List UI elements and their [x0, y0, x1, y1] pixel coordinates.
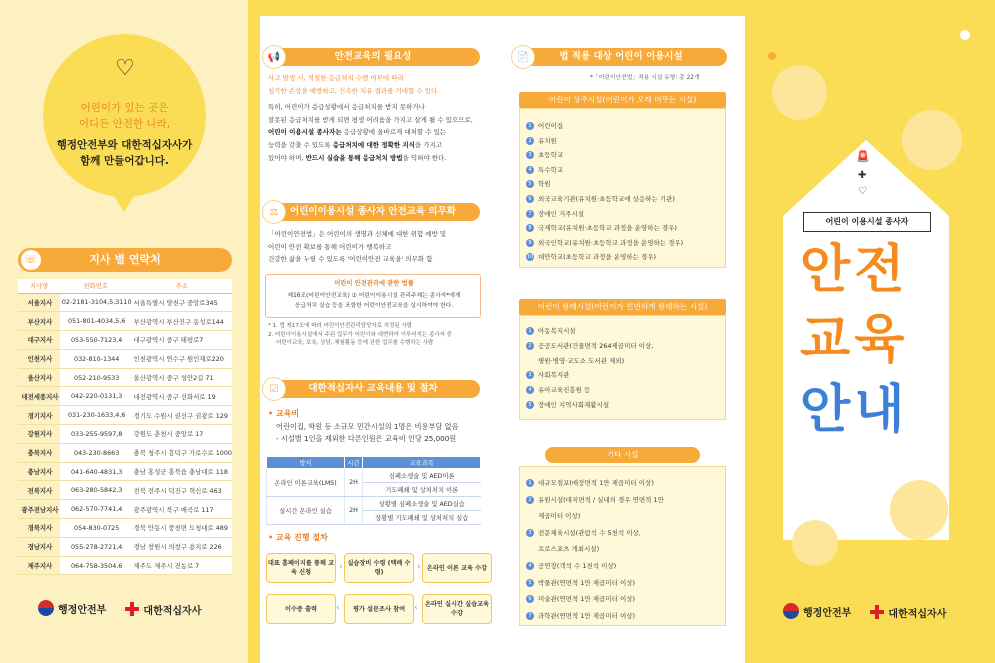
table-row	[18, 387, 232, 406]
number-badge: 4	[526, 386, 534, 394]
branch-address: 울산광역시 중구 성안2길 71	[132, 368, 232, 387]
list-item: 7 과학관(연면적 1만 제곱미터 이상)	[526, 611, 635, 620]
branch-name: 제주지사	[18, 556, 60, 575]
branch-phone: 051-801-4034,5,6	[60, 312, 132, 331]
list-item: 프로스포츠 개최시설)	[538, 545, 600, 554]
number-badge: 4	[526, 166, 534, 174]
flow-step: 대표 홈페이지를 통해 교육 신청	[266, 553, 336, 583]
branch-phone: 052-210-9533	[60, 368, 132, 387]
branch-address: 대전광역시 중구 선화서로 19	[132, 387, 232, 406]
law-box: 어린이 안전관리에 관한 법률 제16조(어린이안전교육) ① 어린이이용시설 관리주체는 종사자*에게 응급처치 실습 등을 포함한 어린이안전교육을 실시하여야 한다.	[265, 274, 481, 318]
section-target-title: 📄 법 적용 대상 어린이 이용시설	[515, 48, 727, 66]
branch-address: 제주도 제주시 전농로 7	[132, 556, 232, 575]
table-row	[18, 462, 232, 481]
branch-name: 충남지사	[18, 462, 60, 481]
child-illustration	[772, 65, 827, 120]
branch-phone: 064-758-3504,6	[60, 556, 132, 575]
branch-address: 경남 창원시 의창구 용지로 226	[132, 537, 232, 556]
branch-phone: 054-830-0725	[60, 519, 132, 538]
flow-step: 온라인 실시간 실습교육 수강	[422, 594, 492, 624]
number-badge: 10	[526, 254, 534, 261]
branch-address: 광주광역시 북구 매곡로 117	[132, 500, 232, 519]
branch-name: 경북지사	[18, 519, 60, 538]
branch-name: 광주전남지사	[18, 500, 60, 519]
section-proc-title: ☑ 대한적십자사 교육내용 및 절차	[266, 380, 480, 398]
branch-name: 대구지사	[18, 331, 60, 350]
flow-step: 온라인 이론 교육 수강	[422, 553, 492, 583]
s3-title: 기타 시설	[545, 447, 700, 463]
number-badge: 2	[526, 137, 534, 145]
list-item: 6 외국교육기관(유치원·초등학교에 상응하는 기관)	[526, 194, 675, 203]
scale-icon: ⚖	[262, 200, 286, 224]
number-badge: 5	[526, 579, 534, 587]
branch-phone: 02-2181-3104,5,3110	[60, 293, 132, 312]
branch-name: 경기지사	[18, 406, 60, 425]
branch-name: 울산지사	[18, 368, 60, 387]
s2-title: 어린이 왕래시설(어린이가 빈번하게 왕래하는 시설)	[519, 299, 726, 315]
slogan-line: 어린이가 있는 곳은	[80, 102, 169, 114]
flow-step: 이수증 출력	[266, 594, 336, 624]
branch-address: 서울특별시 양천구 중앙로345	[132, 293, 232, 312]
number-badge: 3	[526, 151, 534, 159]
table-row	[18, 312, 232, 331]
table-row	[18, 368, 232, 387]
duty-text: 「어린이안전법」은 어린이의 생명과 신체에 대한 위험 예방 및 어린이 안전 확보를 통해 어린이가 행복하고 건강한 삶을 누릴 수 있도록 '어린이안전 교육을' 의무화 함	[268, 230, 447, 264]
table-row: 온라인 이론교육(LMS) 2H 심폐소생술 및 AED이론	[267, 469, 481, 483]
list-item: 3 사회복지관	[526, 370, 569, 379]
number-badge: 8	[526, 224, 534, 232]
section-need-title: 📢 안전교육의 필요성	[266, 48, 480, 66]
branch-address: 대구광역시 중구 태평로7	[132, 331, 232, 350]
table-row	[18, 537, 232, 556]
contact-title: ☏ 지사 별 연락처	[18, 248, 232, 272]
siren-icon: 🚨	[856, 150, 870, 163]
red-cross-icon	[870, 605, 884, 619]
branch-name: 충북지사	[18, 443, 60, 462]
list-item: 8 국제학교(유치원·초등학교 과정을 운영하는 경우)	[526, 223, 677, 232]
list-item: 9 외국인학교(유치원·초등학교 과정을 운영하는 경우)	[526, 238, 683, 247]
number-badge: 7	[526, 210, 534, 218]
table-row: 상황별 기도폐쇄 및 상처처치 실습	[267, 511, 481, 525]
branch-address: 인천광역시 연수구 원인재로220	[132, 349, 232, 368]
cover-subtitle: 어린이 이용시설 종사자	[803, 212, 931, 232]
number-badge: 3	[526, 371, 534, 379]
mois-logo: 행정안전부	[38, 600, 106, 616]
bubble-tail	[110, 190, 138, 212]
heart-hands-icon: ♡	[115, 56, 135, 81]
brochure: ♡ 어린이가 있는 곳은 어디든 안전한 나라, 행정안전부와 대한적십자사가 함께 만들어갑니다. ☏ 지사 별 연락처 지사명 전화번호 주소 서울지사 02-2181-3104,5,3110 서울특별시 양천구 중앙로345 부산지사 051-801-4034,5,6 부산광역시 부산진구 동성로144 대구지사 053-550-7123,4 대구광역시 중구 태평로7 인천지사 032-810-1344 인천광역시 연수구 원인재로220 울산지사 052-210-9533 울산광역시 중구 성안2길 71 대전세종지사 042-220-0131,3 대전광역시 중구 선화서로 19 경기지사 031-230-1633,4,6 경기도 수원시 권선구 권광로 129 강원지사 033-255-9597,8 강원도 춘천시 중앙로 17 충북지사 043-230-8663 충북 청주시 흥덕구 가로수로 1000 충남지사 041-640-4831,3 충남 홍성군 홍북읍 충남대로 118 전북지사 063-280-5842,3 전북 전주시 덕진구 혁신로 463 광주전남지사 062-570-7741,4 광주광역시 북구 매곡로 117 경북지사 054-830-0725 경북 안동시 풍천면 도청대로 489 경남지사 055-278-2721,4 경남 창원시 의창구 용지로 226 제주지사 064-758-3504,6 제주도 제주시 전농로 7 행정안전부 대한적십자사 📢 안전교육의 필요성 사고 발생 시, 적절한 응급처치 수행 여부에 따라 심각한 손상을 예방하고, 신속한 치유 결과를 기대할 수 있다. 특히, 어린이가 응급상황에서 응급처치를 받지 못하거나 잘못된 응급처치를 받게 되면 평생 어려움을 가지고 살게 될 수 있으므로, 어린이 이용시설 종사자는 응급상황에 올바르게 대처할 수 있는 능력을 갖출 수 있도록 응급처치에 대한 정확한 지식을 가지고 있어야 하며, 반드시 실습을 통해 응급처치 방법을 익혀야 한다. ⚖ 어린이이용시설 종사자 안전교육 의무화 「어린이안전법」은 어린이의 생명과 신체에 대한 위험 예방 및 어린이 안전 확보를 통해 어린이가 행복하고 건강한 삶을 누릴 수 있도록 '어린이안전 교육을' 의무화 함 어린이 안전관리에 관한 법률 제16조(어린이안전교육) ① 어린이이용시설 관리주체는 종사자*에게 응급처치 실습 등을 포함한 어린이안전교육을 실시하여야 한다. * 1. 법 제17조에 따라 어린이안전관리담당자로 지정된 사람 2. 어린이이용시설에서 주된 업무가 어린이와 대면하여 이루어지는 종사자 중 어린이교육, 보육, 상담, 체험활동 등에 관한 업무를 수행하는 사람 ☑ 대한적십자사 교육내용 및 절차 • 교육비 어린이집, 학원 등 소규모 민간시설의 1명은 비용부담 없음 - 시설별 1인을 제외한 다른인원은 교육비 인당 25,000원 방식 시간 교육과목 온라인 이론교육(LMS) 2H 심폐소생술 및 AED이론 기도폐쇄 및 상처처치 이론 실시간 온라인 실습 2H 상황별 심폐소생술 및 AED실습 상황별 기도폐쇄 및 상처처치 실습 • 교육 진행 절차 대표 홈페이지를 통해 교육 신청 › 실습장비 수령 (택배 수령) › 온라인 이론 교육 수강 온라인 실시간 실습교육 수강 ‹ 평가 설문조사 참여 ‹ 이수증 출력 📄 법 적용 대상 어린이 이용시설 *「어린이안전법」적용 시설 유형: 총 22개 어린이 상주시설(어린이가 오래 머무는 시설) 1 어린이집 2 유치원 3 초등학교 4 특수학교 5 학원 6 외국교육기관(유치원·초등학교에 상응하는 기관) 7 장애인 거주시설 8 국제학교(유치원·초등학교 과정을 운영하는 경우) 9 외국인학교(유치원·초등학교 과정을 운영하는 경우) 10 대안학교(초등학교 과정을 운영하는 경우) 어린이 왕래시설(어린이가 빈번하게 왕래하는 시설) 1 아동복지시설 2 공공도서관(건물면적 264제곱미터 이상, 병원·병영·교도소 도서관 제외) 3 사회복지관 4 유아교육진흥원 등 5 장애인 지역사회재활시설 기타 시설 1 대규모점포(매장면적 1만 제곱미터 이상) 2 유원시설(대지면적 / 실내의 경우 연면적 1만 제곱미터 이상) 3 전문체육시설(관람석 수 5천석 이상, 프로스포츠 개최시설) 4 공연장(객석 수 1천석 이상) 5 박물관(연면적 1만 제곱미터 이상) 6 미술관(연면적 1만 제곱미터 이상) 7 과학관(연면적 1만 제곱미터 이상) 🚨 ✚ ♡ 어린이 이용시설 종사자 안전 교육 안내 행정안전부 대한적십자사	[0, 0, 995, 663]
footnote: * 1. 법 제17조에 따라 어린이안전관리담당자로 지정된 사람 2. 어린이이용시설에서 주된 업무가 어린이와 대면하여 이루어지는 종사자 중 어린이교육, 보육, 상담, 체험활동 등에 관한 업무를 수행하는 사람	[268, 323, 452, 346]
branch-phone: 055-278-2721,4	[60, 537, 132, 556]
branch-address: 전북 전주시 덕진구 혁신로 463	[132, 481, 232, 500]
fee-text: 어린이집, 학원 등 소규모 민간시설의 1명은 비용부담 없음 - 시설별 1인을 제외한 다른인원은 교육비 인당 25,000원	[276, 422, 459, 443]
number-badge: 4	[526, 562, 534, 570]
table-row: 기도폐쇄 및 상처처치 이론	[267, 483, 481, 497]
fee-title: • 교육비	[268, 409, 300, 418]
checklist-icon: ☑	[262, 377, 286, 401]
flow-step: 평가 설문조사 참여	[344, 594, 414, 624]
branch-phone: 043-230-8663	[60, 443, 132, 462]
table-row	[18, 425, 232, 444]
branch-address: 충북 청주시 흥덕구 가로수로 1000	[132, 443, 232, 462]
branch-address: 부산광역시 부산진구 동성로144	[132, 312, 232, 331]
list-item: 3 전문체육시설(관람석 수 5천석 이상,	[526, 528, 641, 537]
list-item: 6 미술관(연면적 1만 제곱미터 이상)	[526, 594, 635, 603]
taeguk-icon	[783, 603, 799, 619]
branch-phone: 041-640-4831,3	[60, 462, 132, 481]
contact-table	[18, 279, 232, 575]
table-row	[18, 481, 232, 500]
s1-title: 어린이 상주시설(어린이가 오래 머무는 시설)	[519, 92, 726, 108]
heart-pulse-icon: ♡	[858, 186, 867, 197]
number-badge: 5	[526, 180, 534, 188]
document-icon: 📄	[511, 45, 535, 69]
slogan-bubble	[43, 34, 206, 197]
table-row	[18, 349, 232, 368]
col-header: 방식	[267, 457, 345, 469]
first-aid-icon: ✚	[858, 170, 867, 181]
branch-phone: 053-550-7123,4	[60, 331, 132, 350]
branch-phone: 031-230-1633,4,6	[60, 406, 132, 425]
branch-phone: 062-570-7741,4	[60, 500, 132, 519]
col-header: 시간	[345, 457, 363, 469]
list-item: 2 공공도서관(건물면적 264제곱미터 이상,	[526, 341, 653, 350]
table-row	[18, 519, 232, 538]
branch-phone: 032-810-1344	[60, 349, 132, 368]
flow-step: 실습장비 수령 (택배 수령)	[344, 553, 414, 583]
table-row	[18, 331, 232, 350]
target-note: *「어린이안전법」적용 시설 유형: 총 22개	[590, 75, 700, 81]
branch-phone: 042-220-0131,3	[60, 387, 132, 406]
list-item: 7 장애인 거주시설	[526, 209, 584, 218]
number-badge: 6	[526, 195, 534, 203]
table-row	[18, 443, 232, 462]
number-badge: 1	[526, 122, 534, 130]
list-item: 4 유아교육진흥원 등	[526, 385, 590, 394]
number-badge: 3	[526, 529, 534, 537]
branch-name: 부산지사	[18, 312, 60, 331]
table-row	[18, 406, 232, 425]
cpr-illustration	[902, 110, 962, 170]
col-header: 주소	[132, 279, 232, 293]
number-badge: 1	[526, 327, 534, 335]
list-item: 5 학원	[526, 179, 551, 188]
list-item: 3 초등학교	[526, 150, 563, 159]
list-item: 4 공연장(객석 수 1천석 이상)	[526, 561, 616, 570]
family-illustration	[890, 480, 948, 540]
branch-phone: 033-255-9597,8	[60, 425, 132, 444]
list-item: 2 유원시설(대지면적 / 실내의 경우 연면적 1만	[526, 495, 664, 504]
list-item: 4 특수학교	[526, 165, 563, 174]
col-header: 전화번호	[60, 279, 132, 293]
redcross-logo: 대한적십자사	[125, 602, 201, 617]
table-row: 실시간 온라인 실습 2H 상황별 심폐소생술 및 AED실습	[267, 497, 481, 511]
table-row	[18, 556, 232, 575]
list-item: 1 아동복지시설	[526, 326, 576, 335]
cover-title-line: 안전	[800, 240, 909, 300]
number-badge: 7	[526, 612, 534, 620]
list-item: 5 박물관(연면적 1만 제곱미터 이상)	[526, 578, 635, 587]
branch-name: 전북지사	[18, 481, 60, 500]
number-badge: 2	[526, 342, 534, 350]
branch-address: 강원도 춘천시 중앙로 17	[132, 425, 232, 444]
list-item: 10 대안학교(초등학교 과정을 운영하는 경우)	[526, 253, 657, 262]
phone-icon: ☏	[21, 250, 41, 270]
branch-name: 대전세종지사	[18, 387, 60, 406]
branch-phone: 063-280-5842,3	[60, 481, 132, 500]
redcross-logo: 대한적십자사	[870, 605, 946, 620]
mois-logo: 행정안전부	[783, 603, 851, 619]
list-item: 5 장애인 지역사회재활시설	[526, 400, 609, 409]
phone-call-illustration	[792, 520, 838, 566]
slogan-line: 어디든 안전한 나라,	[78, 118, 171, 130]
col-header: 교육과목	[363, 457, 481, 469]
branch-name: 인천지사	[18, 349, 60, 368]
footer-logos-cover	[783, 603, 983, 623]
number-badge: 5	[526, 401, 534, 409]
slogan-line: 행정안전부와 대한적십자사가	[56, 139, 193, 151]
megaphone-icon: 📢	[262, 45, 286, 69]
flow-title: • 교육 진행 절차	[268, 533, 328, 542]
list-item: 병원·병영·교도소 도서관 제외)	[538, 356, 625, 365]
cover-title-line: 교육	[800, 310, 909, 370]
red-cross-icon	[125, 602, 139, 616]
edu-table	[266, 456, 481, 525]
branch-name: 강원지사	[18, 425, 60, 444]
section-duty-title: ⚖ 어린이이용시설 종사자 안전교육 의무화	[266, 203, 480, 221]
number-badge: 2	[526, 496, 534, 504]
cover-title-line: 안내	[800, 380, 909, 440]
number-badge: 1	[526, 479, 534, 487]
list-item: 1 대규모점포(매장면적 1만 제곱미터 이상)	[526, 478, 654, 487]
footer-logos-left	[38, 600, 238, 626]
list-item: 1 어린이집	[526, 121, 563, 130]
branch-name: 경남지사	[18, 537, 60, 556]
table-row	[18, 293, 232, 312]
branch-address: 경북 안동시 풍천면 도청대로 489	[132, 519, 232, 538]
number-badge: 6	[526, 595, 534, 603]
slogan-line: 함께 만들어갑니다.	[80, 155, 169, 167]
table-row	[18, 500, 232, 519]
branch-name: 서울지사	[18, 293, 60, 312]
list-item: 2 유치원	[526, 136, 557, 145]
taeguk-icon	[38, 600, 54, 616]
list-item: 제곱미터 이상)	[538, 512, 581, 521]
branch-address: 충남 홍성군 홍북읍 충남대로 118	[132, 462, 232, 481]
col-header: 지사명	[18, 279, 60, 293]
number-badge: 9	[526, 239, 534, 247]
branch-address: 경기도 수원시 권선구 권광로 129	[132, 406, 232, 425]
need-text: 사고 발생 시, 적절한 응급처치 수행 여부에 따라 심각한 손상을 예방하고, 신속한 치유 결과를 기대할 수 있다. 특히, 어린이가 응급상황에서 응급처치를 받지 못하거나 잘못된 응급처치를 받게 되면 평생 어려움을 가지고 살게 될 수 있으므로, 어린이 이용시설 종사자는 응급상황에 올바르게 대처할 수 있는 능력을 갖출 수 있도록 응급처치에 대한 정확한 지식을 가지고 있어야 하며, 반드시 실습을 통해 응급처치 방법을 익혀야 한다.	[268, 74, 473, 162]
